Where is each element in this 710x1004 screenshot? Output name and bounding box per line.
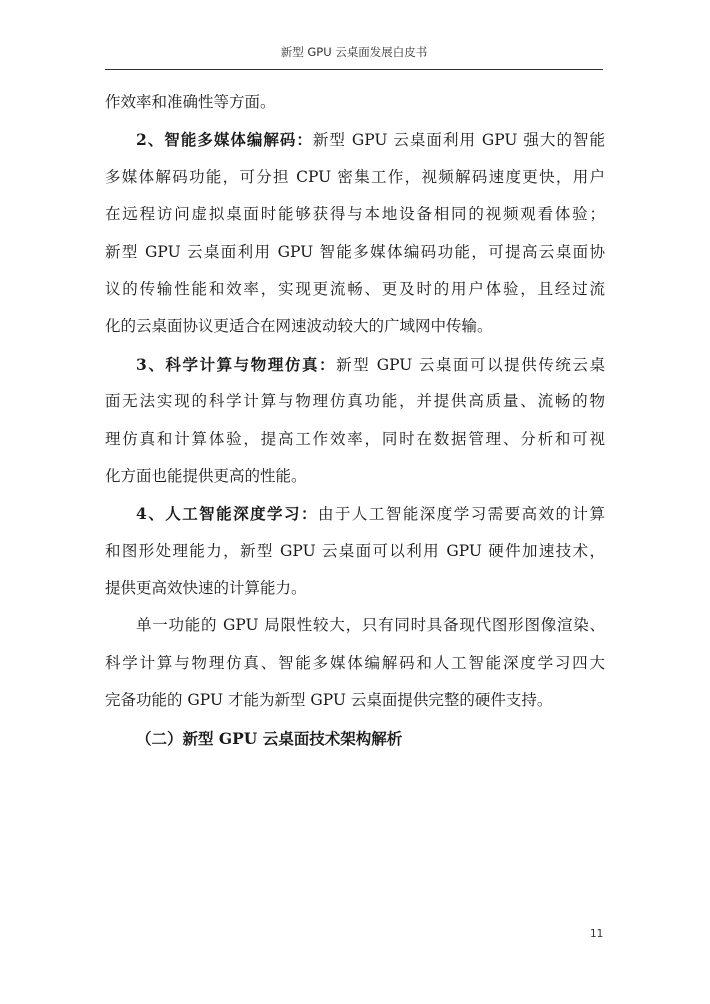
paragraph-line: 多媒体解码功能，可分担 CPU 密集工作，视频解码速度更快，用户 <box>105 167 605 186</box>
running-header: 新型 GPU 云桌面发展白皮书 <box>280 45 428 59</box>
item-heading: 2、智能多媒体编解码： <box>136 130 313 150</box>
paragraph-line: 单一功能的 GPU 局限性较大，只有同时具备现代图形图像渲染、 <box>136 616 605 635</box>
paragraph-line: 化的云桌面协议更适合在网速波动较大的广域网中传输。 <box>105 317 493 336</box>
section-heading: （二）新型 GPU 云桌面技术架构解析 <box>136 728 403 748</box>
paragraph-line: 科学计算与物理仿真、智能多媒体编解码和人工智能深度学习四大 <box>105 653 605 672</box>
paragraph-line <box>105 495 605 532</box>
paragraph-line <box>105 121 605 158</box>
paragraph-line: 提供更高效快速的计算能力。 <box>105 579 307 598</box>
paragraph-line: 完备功能的 GPU 才能为新型 GPU 云桌面提供完整的硬件支持。 <box>105 691 553 710</box>
paragraph-line <box>105 346 605 383</box>
item-heading: 3、科学计算与物理仿真： <box>136 354 337 374</box>
paragraph-line: 新型 GPU 云桌面利用 GPU 智能多媒体编码功能，可提高云桌面协 <box>105 242 605 261</box>
paragraph-line: 面无法实现的科学计算与物理仿真功能，并提供高质量、流畅的物 <box>105 392 605 411</box>
item-heading: 4、人工智能深度学习： <box>136 504 318 524</box>
header-rule <box>105 69 603 70</box>
item-text: 新型 GPU 云桌面可以提供传统云桌 <box>336 355 605 374</box>
paragraph-line: 化方面也能提供更高的性能。 <box>105 466 307 485</box>
page-number: 11 <box>590 928 604 940</box>
paragraph-line: 在远程访问虚拟桌面时能够获得与本地设备相同的视频观看体验； <box>105 205 605 224</box>
document-body <box>105 84 605 757</box>
item-text: 新型 GPU 云桌面利用 GPU 强大的智能 <box>312 131 605 150</box>
paragraph-line: 理仿真和计算体验，提高工作效率，同时在数据管理、分析和可视 <box>105 429 605 448</box>
paragraph-line: 和图形处理能力，新型 GPU 云桌面可以利用 GPU 硬件加速技术， <box>105 541 605 560</box>
item-text: 由于人工智能深度学习需要高效的计算 <box>317 505 605 524</box>
paragraph-line: 作效率和准确性等方面。 <box>105 93 276 111</box>
paragraph-line: 议的传输性能和效率，实现更流畅、更及时的用户体验，且经过流 <box>105 279 605 298</box>
